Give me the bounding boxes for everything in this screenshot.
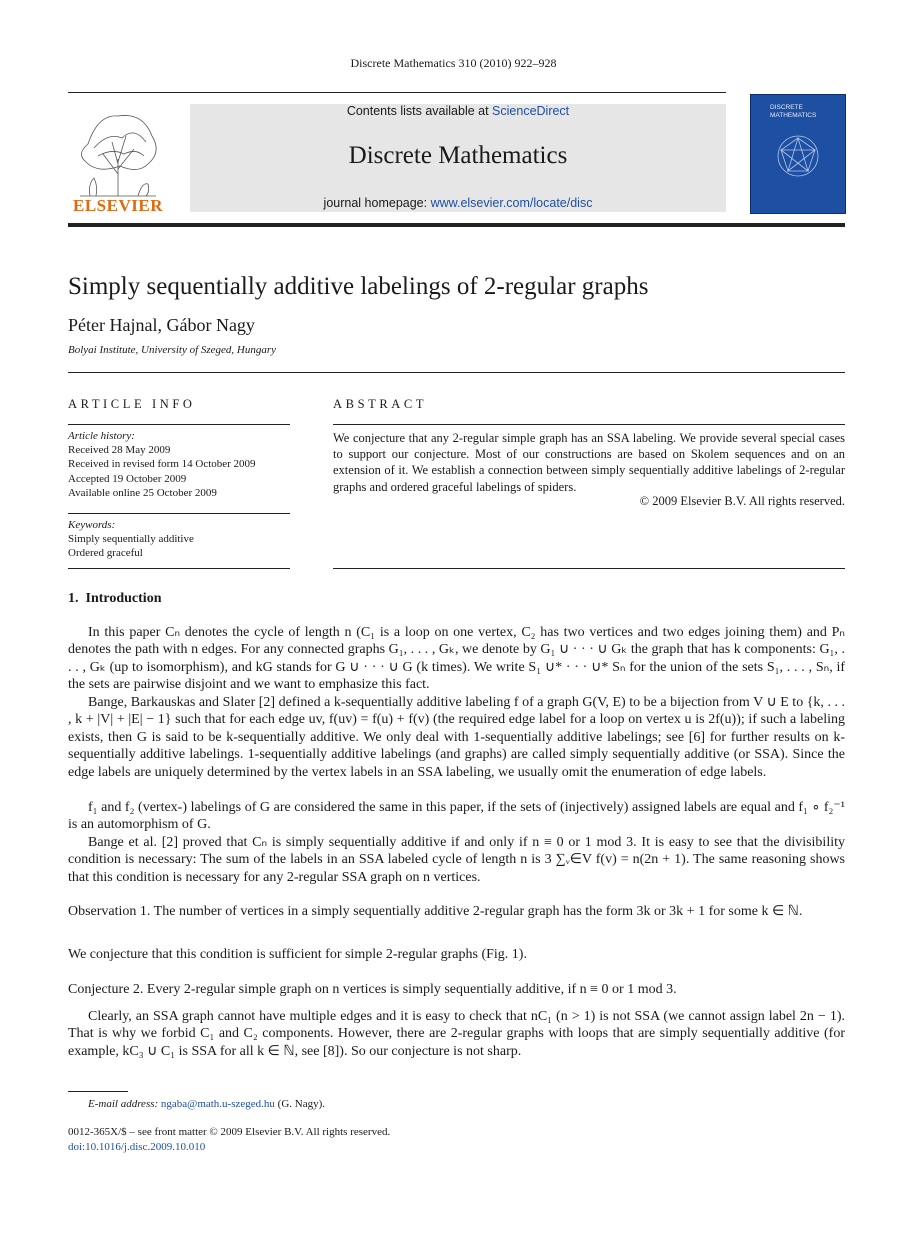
publisher-logo-text: ELSEVIER: [73, 196, 163, 215]
history-label: Article history:: [68, 430, 135, 442]
contents-line: [190, 104, 726, 118]
observation-1: Observation 1. The number of vertices in a simply sequentially additive 2-regular graph has the form 3k or 3k + 1 for some k ∈ ℕ.: [68, 904, 803, 919]
sciencedirect-link[interactable]: ScienceDirect: [492, 104, 570, 118]
elsevier-wordmark: [68, 196, 168, 216]
paragraph: Clearly, an SSA graph cannot have multiple edges and it is easy to check that nC₁ (n > 1) is not SSA (we cannot assign label 2n − 1). That is why we forbid C₁ and C₂ components. However, there are 2-regular graphs with loops that are simply sequentially additive (for example, kC₃ ∪ C₁ is SSA for all k ∈ ℕ, see [8]). So our conjecture is not sharp.: [68, 1009, 845, 1059]
footnote-suffix: (G. Nagy).: [274, 1098, 326, 1110]
article-info-bottom-rule: [68, 568, 290, 569]
paragraph: We conjecture that this condition is sufficient for simple 2-regular graphs (Fig. 1).: [68, 947, 527, 962]
paragraph: In this paper Cₙ denotes the cycle of length n (C₁ is a loop on one vertex, C₂ has two vertices and two edges joining them) and Pₙ denotes the path with n edges. For any connected graphs G₁, . . . , Gₖ, we denote by G₁ ∪ · · · ∪ Gₖ the graph that has k components: G₁, . . . , Gₖ (up to isomorphism), and kG stands for G ∪ · · · ∪ G (k times). We write S₁ ∪* · · · ∪* Sₙ for the union of the sets S₁, . . . , Sₙ, if the sets are pairwise disjoint and we want to emphasize this fact.: [68, 625, 845, 693]
homepage-prefix: journal homepage:: [323, 196, 431, 210]
keyword-item: Ordered graceful: [68, 547, 143, 560]
homepage-link[interactable]: www.elsevier.com/locate/disc: [430, 196, 593, 210]
abstract-bottom-rule: [333, 568, 845, 569]
journal-name: Discrete Mathematics: [348, 142, 568, 169]
history-accepted: Accepted 19 October 2009: [68, 472, 187, 485]
paper-title: Simply sequentially additive labelings of 2-regular graphs: [68, 273, 649, 300]
email-link[interactable]: ngaba@math.u-szeged.hu: [160, 1098, 275, 1110]
contents-prefix: Contents lists available at: [346, 104, 493, 118]
top-rule: [68, 92, 726, 93]
abstract-text: We conjecture that any 2-regular simple graph has an SSA labeling. We provide several special cases to support our conjecture. Most of our constructions are based on Skolem sequences and on an extension of it. We establish a connection between simply sequentially additive labelings of 2-regular graphs and ordered graceful labelings of spiders.: [333, 431, 845, 494]
section-heading: [68, 591, 161, 607]
paragraph: Bange et al. [2] proved that Cₙ is simply sequentially additive if and only if n ≡ 0 or 1 mod 3. It is easy to see that the divisibility condition is necessary: The sum of the labels in an SSA labeled cycle of length n is 3 ∑ᵥ∈V f(v) = n(2n + 1). The same reasoning shows that this condition is necessary for any 2-regular SSA graph on n vertices.: [68, 835, 845, 885]
cover-pentagon-graphic: [770, 128, 826, 184]
front-matter: 0012-365X/$ – see front matter © 2009 Elsevier B.V. All rights reserved.: [68, 1126, 391, 1138]
cover-title: DISCRETE MATHEMATICS: [770, 104, 817, 119]
history-revised: Received in revised form 14 October 2009: [68, 458, 256, 471]
header-thick-rule: [68, 223, 845, 227]
footnote-label: E-mail address:: [88, 1098, 161, 1110]
paragraph: Bange, Barkauskas and Slater [2] defined a k-sequentially additive labeling f of a graph G(V, E) to be a bijection from V ∪ E to {k, . . . , k + |V| + |E| − 1} such that for each edge uv, f(uv) = f(u) + f(v) (the required edge label for a loop on vertex u is 2f(u)); if such a labeling exists, then G is said to be k-sequentially additive. We only deal with 1-sequentially additive labelings; see [6] for further results on k-sequentially additive labelings. 1-sequentially additive labelings (and graphs) are called simply sequentially additive (or SSA). Since the edge labels are uniquely determined by the vertex labels in an SSA labeling, we usually omit the enumeration of edge labels.: [68, 695, 845, 780]
paragraph: f₁ and f₂ (vertex-) labelings of G are considered the same in this paper, if the sets of (injectively) assigned labels are equal and f₁ ∘ f₂⁻¹ is an automorphism of G.: [68, 800, 845, 833]
footnote: [88, 1098, 325, 1110]
running-head: Discrete Mathematics 310 (2010) 922–928: [350, 56, 557, 70]
history-online: Available online 25 October 2009: [68, 486, 217, 499]
abstract-heading: ABSTRACT: [333, 397, 428, 411]
section-title: Introduction: [85, 591, 162, 606]
abstract-rule: [333, 424, 845, 425]
affiliation: Bolyai Institute, University of Szeged, Hungary: [68, 344, 277, 356]
footnote-rule: [68, 1091, 128, 1092]
doi-link[interactable]: doi:10.1016/j.disc.2009.10.010: [68, 1141, 206, 1153]
history-received: Received 28 May 2009: [68, 444, 171, 457]
authors: Péter Hajnal, Gábor Nagy: [68, 315, 255, 335]
homepage-line: [190, 196, 726, 210]
article-history: [68, 429, 290, 500]
keyword-item: Simply sequentially additive: [68, 533, 194, 546]
abstract-copyright: © 2009 Elsevier B.V. All rights reserved.: [639, 494, 845, 508]
article-info-heading: ARTICLE INFO: [68, 397, 196, 411]
keywords-rule: [68, 513, 290, 514]
section-number: 1.: [68, 591, 79, 606]
article-info-rule: [68, 424, 290, 425]
keywords: [68, 518, 290, 561]
conjecture-2: Conjecture 2. Every 2-regular simple graph on n vertices is simply sequentially additive, if n ≡ 0 or 1 mod 3.: [68, 982, 677, 997]
title-rule: [68, 372, 845, 373]
keywords-label: Keywords:: [68, 519, 116, 531]
